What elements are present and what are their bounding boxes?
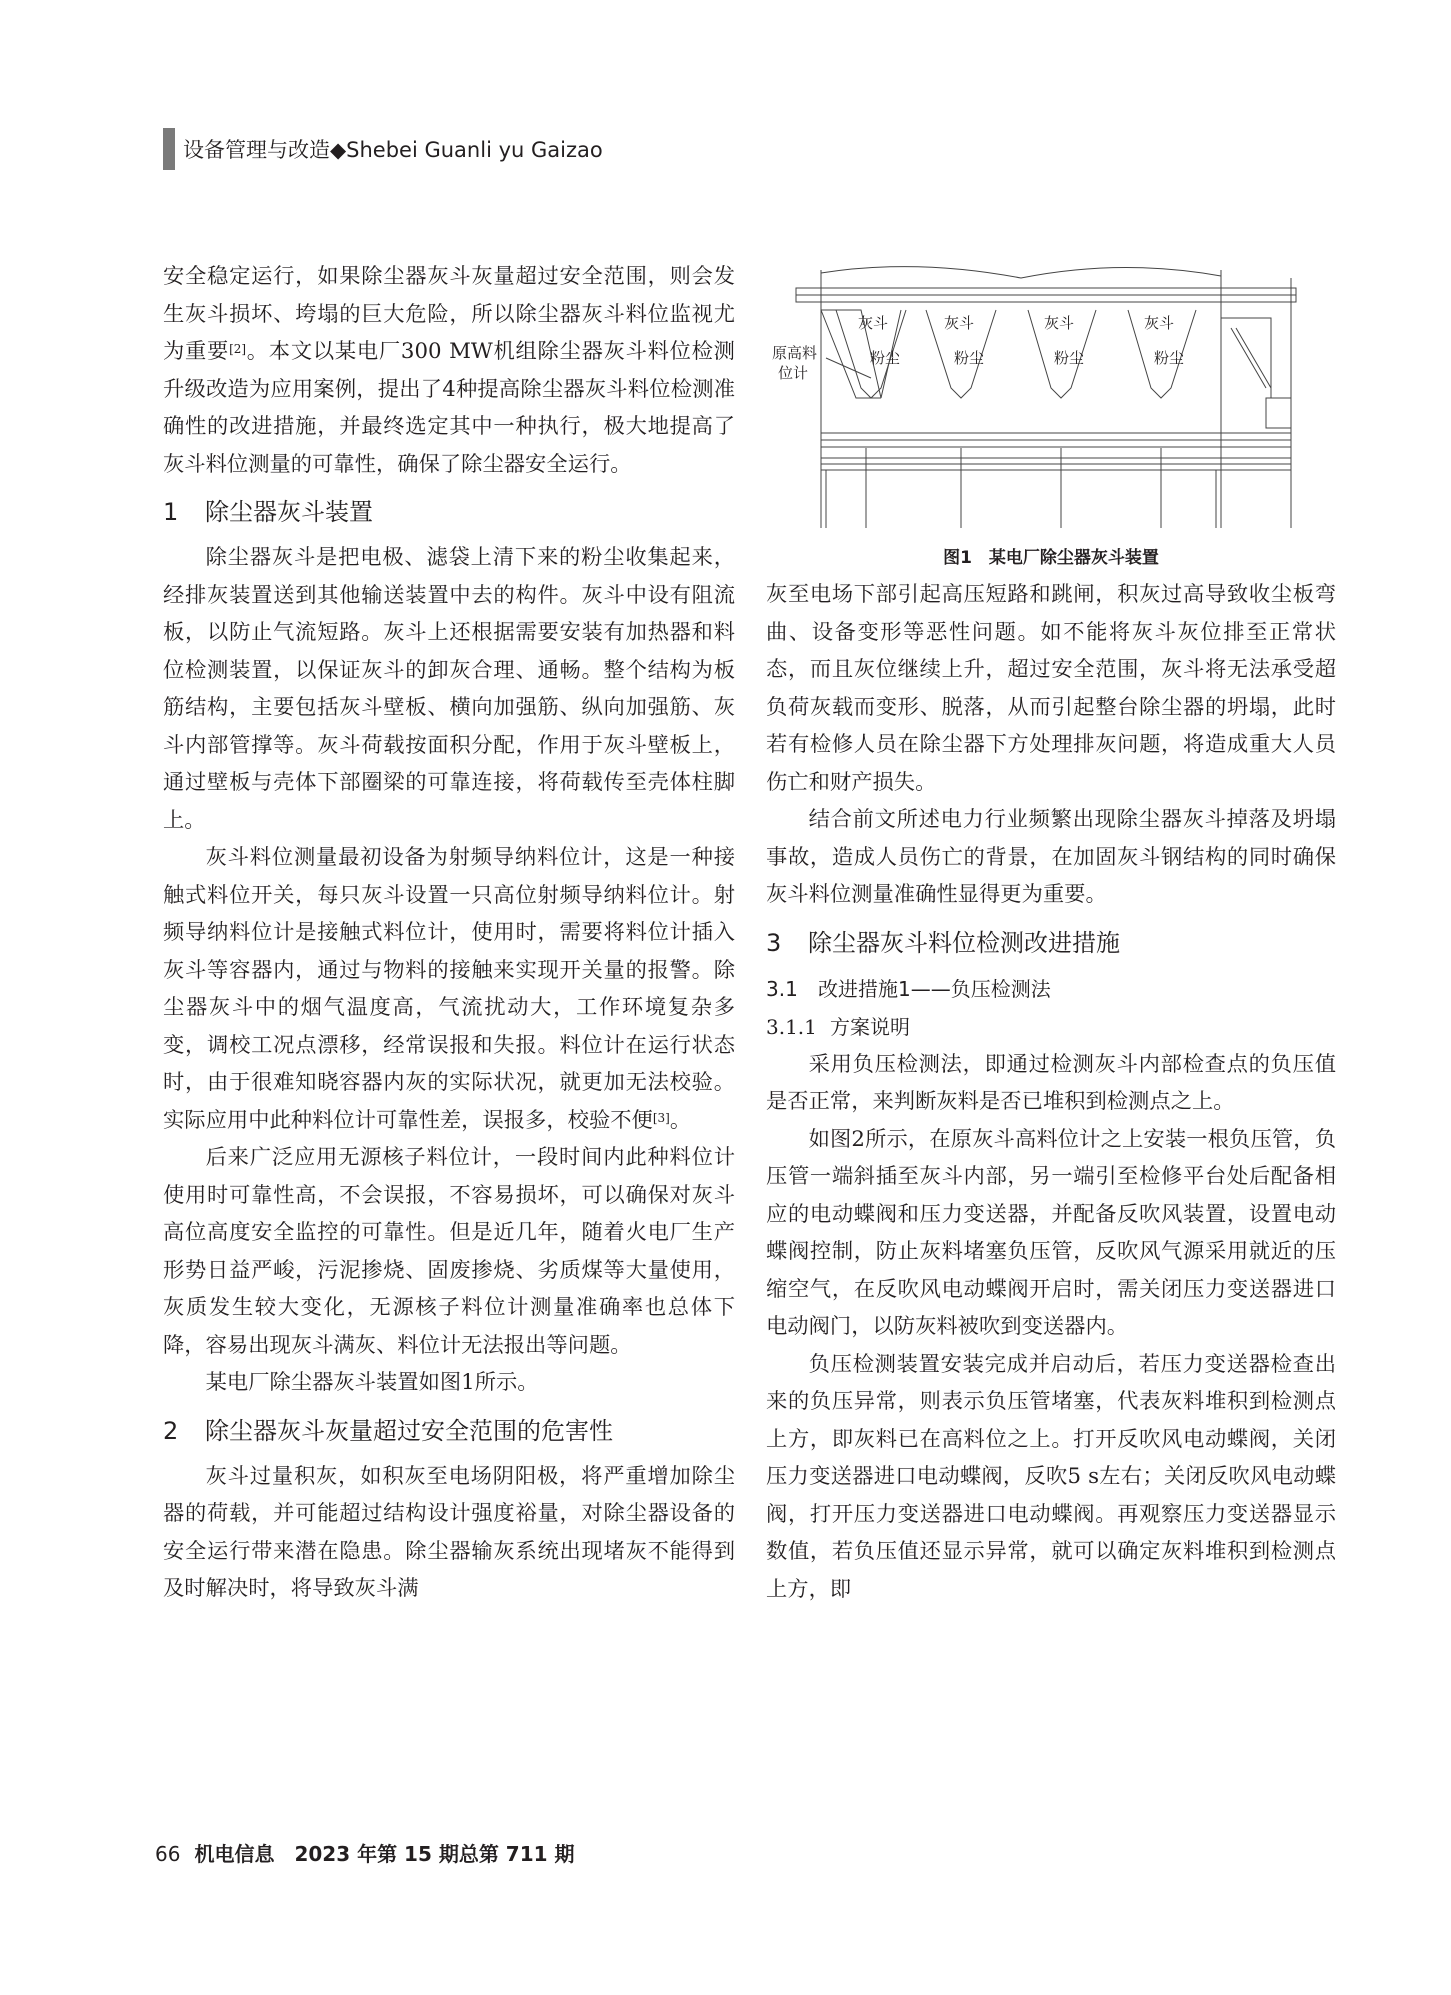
journal-info: 机电信息 2023 年第 15 期总第 711 期 bbox=[194, 1842, 575, 1866]
meter-label: 原高料 bbox=[772, 344, 818, 362]
paragraph: 灰斗料位测量最初设备为射频导纳料位计，这是一种接触式料位开关，每只灰斗设置一只高位射频导纳料位计。射频导纳料位计是接触式料位计，使用时，需要将料位计插入灰斗等容器内，通过与物料的接触来实现开关量的报警。除尘器灰斗中的烟气温度高，气流扰动大，工作环境复杂多变，调校工况点漂移，经常误报和失报。料位计在运行状态时，由于很难知晓容器内灰的实际状况，就更加无法校验。实际应用中此种料位计可靠性差，误报多，校验不便[3]。 bbox=[163, 845, 735, 1133]
hopper-label: 灰斗 bbox=[858, 314, 889, 332]
figure-1 bbox=[766, 258, 1336, 538]
paragraph: 灰至电场下部引起高压短路和跳闸，积灰过高导致收尘板弯曲、设备变形等恶性问题。如不能将灰斗灰位排至正常状态，而且灰位继续上升，超过安全范围，灰斗将无法承受超负荷灰载而变形、脱落，从而引起整台除尘器的坍塌，此时若有检修人员在除尘器下方处理排灰问题，将造成重大人员伤亡和财产损失。 bbox=[766, 582, 1336, 795]
section-heading-2: 2 除尘器灰斗灰量超过安全范围的危害性 bbox=[163, 1416, 613, 1445]
precipitator-hopper-diagram bbox=[766, 258, 1336, 538]
running-header: 设备管理与改造◆Shebei Guanli yu Gaizao bbox=[183, 138, 603, 162]
dust-label: 粉尘 bbox=[870, 349, 901, 367]
dust-label: 粉尘 bbox=[1154, 349, 1185, 367]
paragraph: 安全稳定运行，如果除尘器灰斗灰量超过安全范围，则会发生灰斗损坏、垮塌的巨大危险，所以除尘器灰斗料位监视尤为重要[2]。本文以某电厂300 MW机组除尘器灰斗料位检测升级改造为应用案例，提出了4种提高除尘器灰斗料位检测准确性的改进措施，并最终选定其中一种执行，极大地提高了灰斗料位测量的可靠性，确保了除尘器安全运行。 bbox=[163, 264, 735, 477]
subsubsection-heading: 3.1.1 方案说明 bbox=[766, 1014, 910, 1039]
left-column bbox=[163, 258, 735, 1608]
paragraph: 灰斗过量积灰，如积灰至电场阴阳极，将严重增加除尘器的荷载，并可能超过结构设计强度裕量，对除尘器设备的安全运行带来潜在隐患。除尘器输灰系统出现堵灰不能得到及时解决时，将导致灰斗满 bbox=[163, 1463, 735, 1601]
paragraph: 除尘器灰斗是把电极、滤袋上清下来的粉尘收集起来，经排灰装置送到其他输送装置中去的构件。灰斗中设有阻流板，以防止气流短路。灰斗上还根据需要安装有加热器和料位检测装置，以保证灰斗的卸灰合理、通畅。整个结构为板筋结构，主要包括灰斗壁板、横向加强筋、纵向加强筋、灰斗内部管撑等。灰斗荷载按面积分配，作用于灰斗壁板上，通过壁板与壳体下部圈梁的可靠连接，将荷载传至壳体柱脚上。 bbox=[163, 545, 735, 833]
page-number: 66 bbox=[155, 1842, 181, 1866]
citation[interactable]: [3] bbox=[652, 1110, 670, 1125]
section-heading-3: 3 除尘器灰斗料位检测改进措施 bbox=[766, 928, 1120, 957]
hopper-label: 灰斗 bbox=[944, 314, 975, 332]
page-footer bbox=[155, 1838, 575, 1867]
paragraph: 采用负压检测法，即通过检测灰斗内部检查点的负压值是否正常，来判断灰料是否已堆积到检测点之上。 bbox=[766, 1051, 1336, 1114]
paragraph: 负压检测装置安装完成并启动后，若压力变送器检查出来的负压异常，则表示负压管堵塞，代表灰料堆积到检测点上方，即灰料已在高料位之上。打开反吹风电动蝶阀，关闭压力变送器进口电动蝶阀，反吹5 s左右；关闭反吹风电动蝶阀，打开压力变送器进口电动蝶阀。再观察压力变送器显示数值，若负压值还显示异常，就可以确定灰料堆积到检测点上方，即 bbox=[766, 1351, 1336, 1602]
section-heading-1: 1 除尘器灰斗装置 bbox=[163, 498, 373, 526]
subsection-heading: 3.1 改进措施1——负压检测法 bbox=[766, 976, 1051, 1001]
dust-label: 粉尘 bbox=[954, 349, 985, 367]
right-column bbox=[766, 576, 1336, 1608]
hopper-label: 灰斗 bbox=[1044, 314, 1075, 332]
dust-label: 粉尘 bbox=[1054, 349, 1085, 367]
hopper-label: 灰斗 bbox=[1144, 314, 1175, 332]
figure-caption: 图1 某电厂除尘器灰斗装置 bbox=[943, 548, 1159, 568]
paragraph: 某电厂除尘器灰斗装置如图1所示。 bbox=[205, 1370, 539, 1395]
paragraph: 结合前文所述电力行业频繁出现除尘器灰斗掉落及坍塌事故，造成人员伤亡的背景，在加固灰斗钢结构的同时确保灰斗料位测量准确性显得更为重要。 bbox=[766, 807, 1336, 907]
header-bar bbox=[163, 128, 175, 170]
citation[interactable]: [2] bbox=[229, 342, 247, 356]
paragraph: 后来广泛应用无源核子料位计，一段时间内此种料位计使用时可靠性高，不会误报，不容易损坏，可以确保对灰斗高位高度安全监控的可靠性。但是近几年，随着火电厂生产形势日益严峻，污泥掺烧、固废掺烧、劣质煤等大量使用，灰质发生较大变化，无源核子料位计测量准确率也总体下降，容易出现灰斗满灰、料位计无法报出等问题。 bbox=[163, 1145, 735, 1358]
meter-label: 位计 bbox=[778, 364, 809, 382]
paragraph: 如图2所示，在原灰斗高料位计之上安装一根负压管，负压管一端斜插至灰斗内部，另一端引至检修平台处后配备相应的电动蝶阀和压力变送器，并配备反吹风装置，设置电动蝶阀控制，防止灰料堵塞负压管，反吹风气源采用就近的压缩空气，在反吹风电动蝶阀开启时，需关闭压力变送器进口电动阀门，以防灰料被吹到变送器内。 bbox=[766, 1126, 1336, 1339]
